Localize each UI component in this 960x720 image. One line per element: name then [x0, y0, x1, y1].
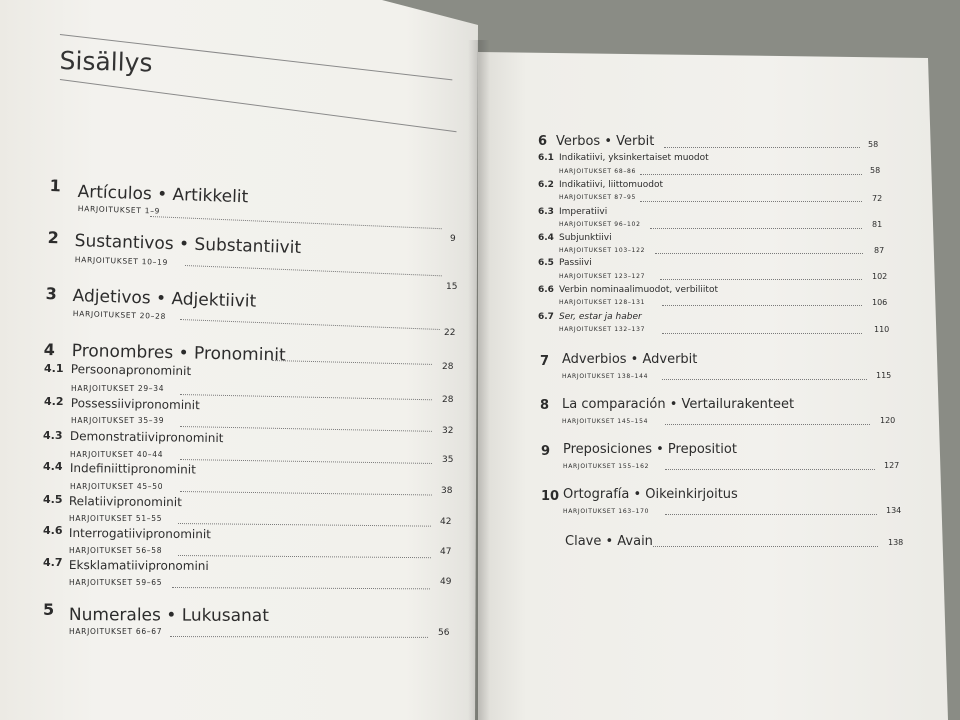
toc-leader-10: [665, 514, 877, 515]
toc-number-9: 9: [541, 444, 551, 459]
toc-title-6-1: Indikatiivi, yksinkertaiset muodot: [559, 153, 709, 163]
toc-number-6-5: 6.5: [538, 258, 554, 268]
toc-number-7: 7: [540, 354, 550, 369]
toc-exercises-6-5: HARJOITUKSET 123–127: [559, 273, 646, 280]
toc-page-4-3: 35: [442, 455, 454, 465]
toc-title-4-4: Indefiniittipronominit: [69, 461, 196, 477]
toc-page-3: 22: [444, 328, 456, 338]
toc-exercises-8: HARJOITUKSET 145–154: [562, 418, 649, 425]
toc-number-6-4: 6.4: [538, 233, 554, 243]
page-title: Sisällys: [59, 46, 153, 78]
toc-title-8: La comparación • Vertailurakenteet: [562, 397, 795, 412]
toc-leader-6-3: [650, 228, 862, 229]
toc-page-clave: 138: [888, 538, 904, 547]
toc-title-4-3: Demonstratiivipronominit: [69, 429, 224, 446]
toc-leader-6-4: [655, 253, 863, 254]
toc-exercises-7: HARJOITUKSET 138–144: [562, 373, 649, 380]
toc-number-3: 3: [45, 284, 58, 304]
toc-title-9: Preposiciones • Prepositiot: [563, 442, 737, 457]
toc-exercises-2: HARJOITUKSET 10–19: [74, 255, 169, 267]
toc-exercises-4-6: HARJOITUKSET 56–58: [69, 546, 163, 555]
toc-page-7: 115: [876, 371, 892, 380]
toc-number-2: 2: [47, 228, 60, 248]
toc-number-4-4: 4.4: [43, 460, 63, 473]
toc-number-6-7: 6.7: [538, 312, 554, 322]
toc-page-6-3: 81: [872, 220, 883, 229]
toc-exercises-5: HARJOITUKSET 66–67: [69, 627, 163, 636]
toc-leader-6-5: [660, 279, 862, 280]
toc-number-4-3: 4.3: [43, 429, 63, 442]
toc-leader-8: [665, 424, 870, 425]
toc-leader-9: [665, 469, 875, 470]
toc-exercises-1: HARJOITUKSET 1–9: [77, 204, 161, 216]
toc-number-6-2: 6.2: [538, 180, 554, 190]
toc-number-5: 5: [43, 600, 55, 619]
toc-title-7: Adverbios • Adverbit: [562, 352, 698, 367]
toc-page-8: 120: [880, 416, 896, 425]
toc-title-2: Sustantivos • Substantiivit: [74, 231, 302, 259]
toc-page-1: 9: [450, 234, 456, 244]
toc-exercises-4-7: HARJOITUKSET 59–65: [69, 578, 163, 587]
toc-exercises-6-7: HARJOITUKSET 132–137: [559, 326, 646, 333]
toc-page-6-2: 72: [872, 194, 883, 203]
toc-exercises-6-4: HARJOITUKSET 103–122: [559, 247, 646, 254]
toc-page-6-5: 102: [872, 272, 888, 281]
toc-number-4-6: 4.6: [43, 524, 63, 537]
toc-exercises-4-2: HARJOITUKSET 35–39: [71, 416, 165, 425]
toc-number-4-2: 4.2: [44, 395, 64, 408]
toc-leader-clave: [653, 546, 878, 547]
toc-exercises-4-4: HARJOITUKSET 45–50: [70, 482, 164, 491]
toc-leader-6-7: [662, 333, 862, 334]
toc-leader-6-1: [640, 174, 862, 175]
toc-exercises-4-3: HARJOITUKSET 40–44: [70, 450, 164, 459]
toc-title-6-3: Imperatiivi: [559, 207, 608, 217]
toc-exercises-6-3: HARJOITUKSET 96–102: [559, 221, 641, 228]
toc-number-8: 8: [540, 398, 550, 413]
toc-page-6-6: 106: [872, 298, 888, 307]
toc-number-6: 6: [538, 134, 548, 149]
toc-page-4-7: 49: [440, 577, 452, 587]
toc-exercises-4-5: HARJOITUKSET 51–55: [69, 514, 163, 523]
toc-title-4-7: Eksklamatiivipronomini: [68, 558, 209, 573]
toc-page-6-7: 110: [874, 325, 890, 334]
toc-number-4-7: 4.7: [43, 556, 63, 569]
right-page: [478, 0, 960, 720]
toc-title-6-7: Ser, estar ja haber: [559, 312, 642, 322]
toc-exercises-4-1: HARJOITUKSET 29–34: [71, 384, 165, 393]
toc-title-6-2: Indikatiivi, liittomuodot: [559, 180, 664, 190]
book-gutter-shadow: [468, 40, 490, 720]
toc-exercises-6-6: HARJOITUKSET 128–131: [559, 299, 646, 306]
toc-page-6: 58: [868, 140, 879, 149]
toc-title-6-4: Subjunktiivi: [559, 233, 612, 243]
toc-number-6-3: 6.3: [538, 207, 554, 217]
toc-leader-6-6: [662, 305, 862, 306]
toc-leader-7: [662, 379, 867, 380]
toc-number-4: 4: [43, 340, 56, 360]
toc-exercises-3: HARJOITUKSET 20–28: [72, 309, 167, 321]
toc-number-6-1: 6.1: [538, 153, 554, 163]
toc-number-1: 1: [49, 176, 62, 196]
toc-page-2: 15: [446, 282, 458, 292]
toc-number-10: 10: [541, 489, 560, 504]
toc-exercises-9: HARJOITUKSET 155–162: [563, 463, 650, 470]
toc-title-3: Adjetivos • Adjektiivit: [72, 286, 257, 312]
toc-page-6-1: 58: [870, 166, 881, 175]
toc-title-6-6: Verbin nominaalimuodot, verbiliitot: [559, 285, 718, 295]
toc-number-4-1: 4.1: [44, 362, 64, 375]
toc-page-4-1: 28: [442, 395, 454, 405]
toc-leader-6-2: [640, 201, 862, 202]
toc-page-9: 127: [884, 461, 900, 470]
toc-exercises-6-2: HARJOITUKSET 87–95: [559, 194, 637, 201]
toc-title-4-2: Possessiivipronominit: [70, 396, 200, 413]
toc-leader-6: [664, 147, 860, 148]
toc-title-5: Numerales • Lukusanat: [68, 605, 269, 627]
toc-page-4: 28: [442, 362, 454, 372]
toc-page-4-4: 38: [441, 486, 453, 496]
toc-title-6-5: Passiivi: [559, 258, 592, 268]
toc-title-4: Pronombres • Pronominit: [71, 341, 286, 366]
toc-number-6-6: 6.6: [538, 285, 554, 295]
toc-page-4-5: 42: [440, 517, 452, 527]
toc-title-4-6: Interrogatiivipronominit: [68, 526, 211, 542]
toc-exercises-10: HARJOITUKSET 163–170: [563, 508, 650, 515]
toc-exercises-6-1: HARJOITUKSET 68–86: [559, 168, 637, 175]
toc-title-10: Ortografía • Oikeinkirjoitus: [563, 487, 738, 502]
toc-title-4-5: Relatiivipronominit: [68, 494, 182, 510]
toc-title-6: Verbos • Verbit: [556, 134, 655, 149]
toc-page-5: 56: [438, 628, 450, 638]
toc-page-6-4: 87: [874, 246, 885, 255]
toc-number-4-5: 4.5: [43, 493, 63, 506]
toc-page-4-6: 47: [440, 547, 452, 557]
toc-page-10: 134: [886, 506, 902, 515]
toc-page-4-2: 32: [442, 426, 454, 436]
toc-title-clave: Clave • Avain: [565, 534, 653, 549]
toc-title-4-1: Persoonapronominit: [70, 362, 192, 379]
toc-title-1: Artículos • Artikkelit: [77, 182, 249, 208]
